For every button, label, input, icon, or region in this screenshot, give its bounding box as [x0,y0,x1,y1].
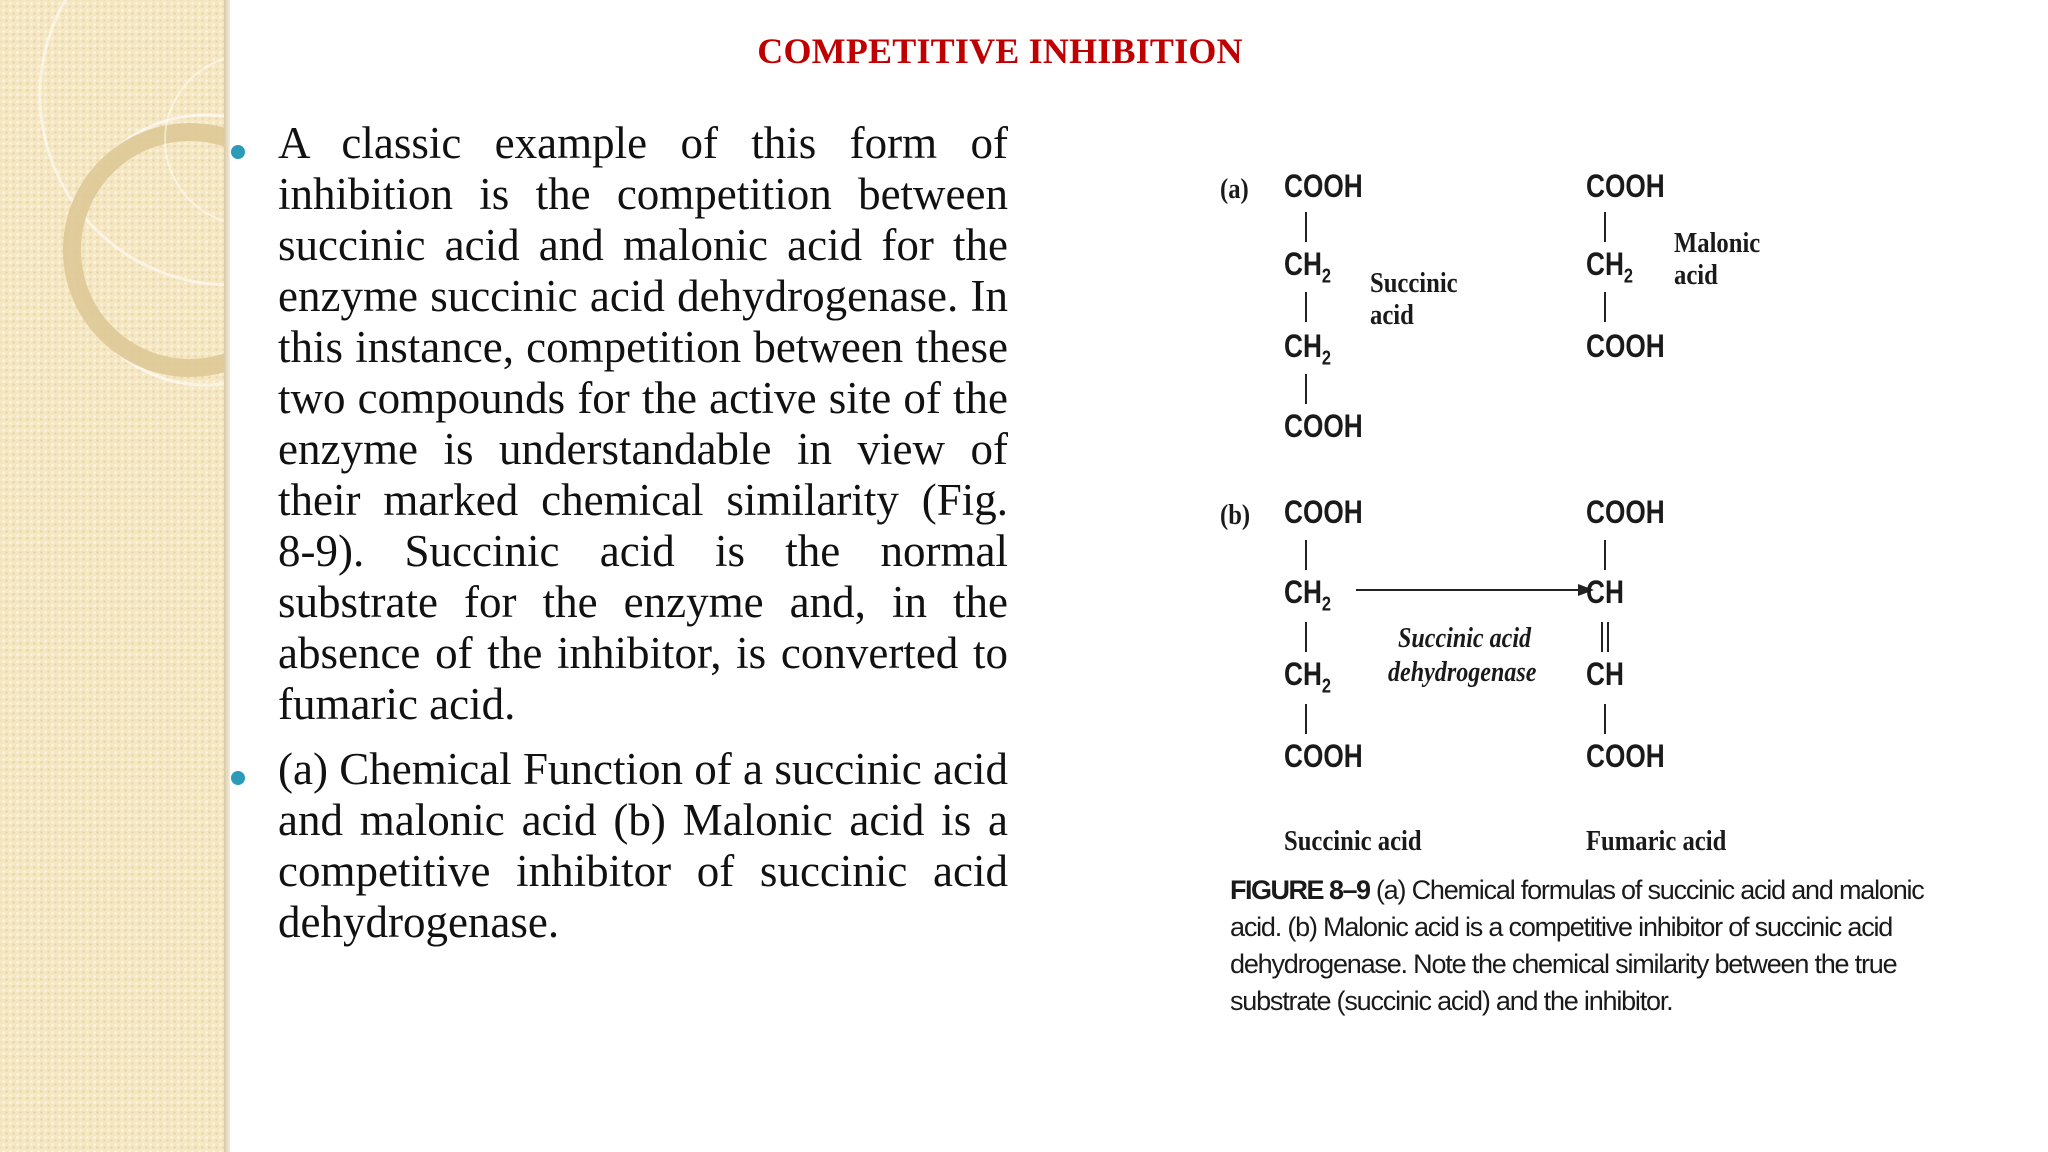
succinic-b-ch2-1: $CH_2$ [1284,574,1332,616]
figure-caption [1230,872,1930,1020]
double-bond [1601,622,1609,652]
succinic-a-ch2-1: $CH_2$ [1284,246,1332,288]
decorative-rings-icon [0,0,228,1152]
figure-caption-text: (a) Chemical formulas of succinic acid and malonic acid. (b) Malonic acid is a competitive inhibitor of succinic acid dehydrogenase. Note the chemical similarity between the true substrate (succinic acid) and the inhibitor. [1230,875,1924,1016]
part-b-marker: (b) [1220,500,1251,531]
bond-line [1305,374,1307,404]
bond-line [1305,704,1307,734]
succinic-a-label-1: Succinic [1370,268,1458,299]
bond-line [1604,212,1606,242]
bond-line [1305,622,1307,652]
figure-caption-label: FIGURE 8–9 [1230,875,1370,905]
fumaric-cooh-bottom: COOH [1586,738,1665,774]
malonic-cooh-bottom: COOH [1586,328,1665,364]
bond-line [1305,540,1307,570]
succinic-a-cooh-bottom: COOH [1284,408,1363,444]
bullet-text: A classic example of this form of inhibition is the competition between succinic acid and malonic acid for the enzyme succinic acid dehydrogenase. In this instance, competition between these two compounds for the active site of the enzyme is understandable in view of their marked chemical similarity (Fig. 8-9). Succinic acid is the normal substrate for the enzyme and, in the absence of the inhibitor, is converted to fumaric acid. [278,118,1008,729]
bullet-text: (a) Chemical Function of a succinic acid and malonic acid (b) Malonic acid is a competitive inhibitor of succinic acid dehydrogenase. [278,744,1008,947]
bullet-dot-icon [231,145,245,159]
succinic-b-ch2-2: $CH_2$ [1284,656,1332,698]
succinic-a-cooh-top: COOH [1284,168,1363,204]
malonic-cooh-top: COOH [1586,168,1665,204]
succinic-acid-name: Succinic acid [1284,826,1422,857]
bullet-dot-icon [231,771,245,785]
succinic-a-ch2-2: $CH_2$ [1284,328,1332,370]
reaction-arrow-icon [1356,580,1596,600]
enzyme-label-1: Succinic acid [1398,623,1532,654]
fumaric-cooh-top: COOH [1586,494,1665,530]
malonic-label-2: acid [1674,260,1718,291]
malonic-ch2: $CH_2$ [1586,246,1634,288]
bullet-list [228,118,1008,962]
malonic-label-1: Malonic [1674,228,1761,259]
bond-line [1604,292,1606,322]
fumaric-acid-name: Fumaric acid [1586,826,1727,857]
bullet-item [228,744,1008,948]
succinic-b-cooh-top: COOH [1284,494,1363,530]
enzyme-label-2: dehydrogenase [1388,657,1537,688]
bond-line [1305,292,1307,322]
fumaric-ch-2: CH [1586,656,1624,692]
bullet-item [228,118,1008,730]
part-a-marker: (a) [1220,174,1249,205]
succinic-b-cooh-bottom: COOH [1284,738,1363,774]
slide-title: COMPETITIVE INHIBITION [757,31,1243,71]
succinic-a-label-2: acid [1370,300,1414,331]
bond-line [1305,212,1307,242]
fumaric-ch-1: CH [1586,574,1624,610]
bond-line [1604,540,1606,570]
decorative-sidebar [0,0,228,1152]
bond-line [1604,704,1606,734]
